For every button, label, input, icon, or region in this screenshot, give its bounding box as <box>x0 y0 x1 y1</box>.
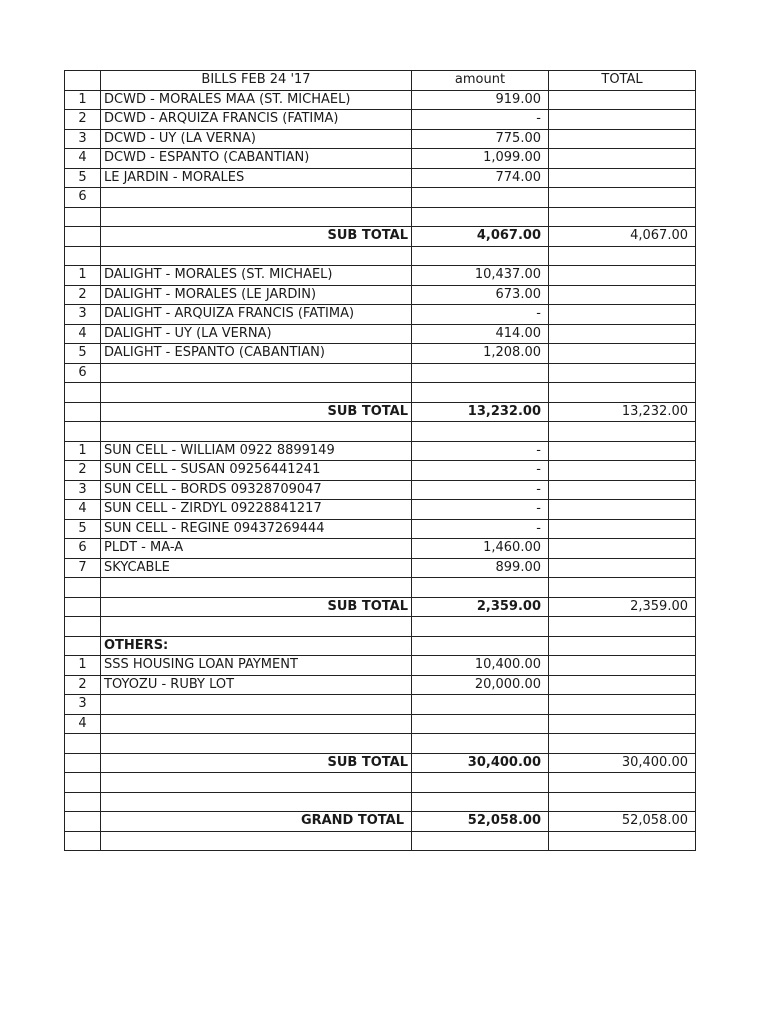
header-num-cell[interactable] <box>65 71 101 91</box>
description-cell[interactable]: DALIGHT - ESPANTO (CABANTIAN) <box>101 344 412 364</box>
description-cell[interactable] <box>101 831 412 851</box>
row-number-cell[interactable]: 1 <box>65 266 101 286</box>
amount-cell[interactable] <box>412 422 549 442</box>
total-cell[interactable] <box>549 266 696 286</box>
row-number-cell[interactable]: 5 <box>65 168 101 188</box>
amount-cell[interactable]: 899.00 <box>412 558 549 578</box>
row-number-cell[interactable] <box>65 597 101 617</box>
amount-cell[interactable] <box>412 773 549 793</box>
subtotal-total[interactable]: 30,400.00 <box>549 753 696 773</box>
table-row <box>65 129 696 149</box>
subtotal-row <box>65 227 696 247</box>
header-row <box>65 71 696 91</box>
description-cell[interactable]: DCWD - UY (LA VERNA) <box>101 129 412 149</box>
amount-cell[interactable]: 20,000.00 <box>412 675 549 695</box>
description-cell[interactable] <box>101 617 412 637</box>
description-cell[interactable] <box>101 383 412 403</box>
total-cell[interactable] <box>549 558 696 578</box>
sheet-title[interactable]: BILLS FEB 24 '17 <box>101 71 412 91</box>
amount-cell[interactable]: - <box>412 305 549 325</box>
table-row <box>65 539 696 559</box>
amount-cell[interactable] <box>412 695 549 715</box>
total-cell[interactable] <box>549 285 696 305</box>
amount-cell[interactable]: - <box>412 441 549 461</box>
subtotal-total[interactable]: 2,359.00 <box>549 597 696 617</box>
description-cell[interactable]: TOYOZU - RUBY LOT <box>101 675 412 695</box>
subtotal-amount[interactable]: 2,359.00 <box>412 597 549 617</box>
total-cell[interactable] <box>549 714 696 734</box>
blank-row <box>65 422 696 442</box>
row-number-cell[interactable]: 2 <box>65 285 101 305</box>
row-number-cell[interactable]: 1 <box>65 441 101 461</box>
row-number-cell[interactable] <box>65 578 101 598</box>
description-cell[interactable]: DCWD - ARQUIZA FRANCIS (FATIMA) <box>101 110 412 130</box>
grand-total-amount[interactable]: 52,058.00 <box>412 812 549 832</box>
total-cell[interactable] <box>549 734 696 754</box>
table-row <box>65 656 696 676</box>
row-number-cell[interactable] <box>65 734 101 754</box>
amount-cell[interactable]: 919.00 <box>412 90 549 110</box>
total-cell[interactable] <box>549 539 696 559</box>
amount-cell[interactable]: - <box>412 480 549 500</box>
table-row <box>65 480 696 500</box>
row-number-cell[interactable] <box>65 753 101 773</box>
description-cell[interactable]: SUN CELL - WILLIAM 0922 8899149 <box>101 441 412 461</box>
amount-cell[interactable] <box>412 383 549 403</box>
total-cell[interactable] <box>549 110 696 130</box>
subtotal-row <box>65 597 696 617</box>
table-row <box>65 305 696 325</box>
row-number-cell[interactable] <box>65 792 101 812</box>
row-number-cell[interactable] <box>65 246 101 266</box>
amount-cell[interactable]: - <box>412 519 549 539</box>
amount-cell[interactable] <box>412 578 549 598</box>
row-number-cell[interactable]: 2 <box>65 675 101 695</box>
table-row <box>65 188 696 208</box>
amount-cell[interactable] <box>412 636 549 656</box>
total-cell[interactable] <box>549 480 696 500</box>
total-cell[interactable] <box>549 578 696 598</box>
subtotal-row <box>65 753 696 773</box>
row-number-cell[interactable]: 3 <box>65 129 101 149</box>
amount-cell[interactable] <box>412 792 549 812</box>
total-cell[interactable] <box>549 188 696 208</box>
total-cell[interactable] <box>549 461 696 481</box>
subtotal-label[interactable]: SUB TOTAL <box>101 402 412 422</box>
table-row <box>65 500 696 520</box>
amount-cell[interactable]: 1,208.00 <box>412 344 549 364</box>
table-row <box>65 461 696 481</box>
amount-cell[interactable] <box>412 207 549 227</box>
row-number-cell[interactable] <box>65 636 101 656</box>
description-cell[interactable] <box>101 363 412 383</box>
amount-cell[interactable]: 10,400.00 <box>412 656 549 676</box>
total-cell[interactable] <box>549 246 696 266</box>
total-cell[interactable] <box>549 656 696 676</box>
description-cell[interactable]: SUN CELL - SUSAN 09256441241 <box>101 461 412 481</box>
description-cell[interactable] <box>101 578 412 598</box>
row-number-cell[interactable]: 1 <box>65 656 101 676</box>
amount-column-header[interactable]: amount <box>412 71 549 91</box>
total-cell[interactable] <box>549 168 696 188</box>
total-cell[interactable] <box>549 207 696 227</box>
row-number-cell[interactable]: 2 <box>65 461 101 481</box>
amount-cell[interactable] <box>412 831 549 851</box>
table-row <box>65 168 696 188</box>
total-cell[interactable] <box>549 383 696 403</box>
table-row <box>65 441 696 461</box>
description-cell[interactable]: DALIGHT - MORALES (ST. MICHAEL) <box>101 266 412 286</box>
description-cell[interactable]: DCWD - MORALES MAA (ST. MICHAEL) <box>101 90 412 110</box>
row-number-cell[interactable]: 6 <box>65 188 101 208</box>
amount-cell[interactable]: - <box>412 461 549 481</box>
row-number-cell[interactable] <box>65 227 101 247</box>
description-cell[interactable]: DALIGHT - MORALES (LE JARDIN) <box>101 285 412 305</box>
description-cell[interactable]: SKYCABLE <box>101 558 412 578</box>
amount-cell[interactable]: 775.00 <box>412 129 549 149</box>
row-number-cell[interactable] <box>65 402 101 422</box>
total-cell[interactable] <box>549 792 696 812</box>
blank-row <box>65 246 696 266</box>
subtotal-amount[interactable]: 4,067.00 <box>412 227 549 247</box>
description-cell[interactable] <box>101 207 412 227</box>
amount-cell[interactable]: - <box>412 500 549 520</box>
total-cell[interactable] <box>549 90 696 110</box>
subtotal-amount[interactable]: 30,400.00 <box>412 753 549 773</box>
amount-cell[interactable] <box>412 734 549 754</box>
blank-row <box>65 773 696 793</box>
table-row <box>65 324 696 344</box>
subtotal-label[interactable]: SUB TOTAL <box>101 597 412 617</box>
table-row <box>65 714 696 734</box>
row-number-cell[interactable]: 5 <box>65 519 101 539</box>
blank-row <box>65 617 696 637</box>
total-column-header[interactable]: TOTAL <box>549 71 696 91</box>
row-number-cell[interactable]: 7 <box>65 558 101 578</box>
row-number-cell[interactable]: 3 <box>65 695 101 715</box>
subtotal-total[interactable]: 4,067.00 <box>549 227 696 247</box>
description-cell[interactable]: DALIGHT - ARQUIZA FRANCIS (FATIMA) <box>101 305 412 325</box>
row-number-cell[interactable]: 3 <box>65 305 101 325</box>
table-row <box>65 90 696 110</box>
grand-total-row <box>65 812 696 832</box>
table-row <box>65 695 696 715</box>
row-number-cell[interactable] <box>65 812 101 832</box>
row-number-cell[interactable]: 6 <box>65 363 101 383</box>
description-cell[interactable]: DCWD - ESPANTO (CABANTIAN) <box>101 149 412 169</box>
total-cell[interactable] <box>549 519 696 539</box>
total-cell[interactable] <box>549 695 696 715</box>
table-row <box>65 675 696 695</box>
description-cell[interactable] <box>101 246 412 266</box>
blank-row <box>65 734 696 754</box>
section-heading[interactable]: OTHERS: <box>101 636 412 656</box>
description-cell[interactable]: SUN CELL - BORDS 09328709047 <box>101 480 412 500</box>
total-cell[interactable] <box>549 305 696 325</box>
row-number-cell[interactable] <box>65 383 101 403</box>
total-cell[interactable] <box>549 344 696 364</box>
description-cell[interactable]: PLDT - MA-A <box>101 539 412 559</box>
row-number-cell[interactable]: 4 <box>65 500 101 520</box>
table-row <box>65 149 696 169</box>
table-row <box>65 519 696 539</box>
description-cell[interactable] <box>101 734 412 754</box>
row-number-cell[interactable]: 1 <box>65 90 101 110</box>
amount-cell[interactable] <box>412 363 549 383</box>
description-cell[interactable]: DALIGHT - UY (LA VERNA) <box>101 324 412 344</box>
row-number-cell[interactable]: 2 <box>65 110 101 130</box>
row-number-cell[interactable]: 4 <box>65 324 101 344</box>
row-number-cell[interactable] <box>65 207 101 227</box>
description-cell[interactable] <box>101 714 412 734</box>
table-row <box>65 266 696 286</box>
table-row <box>65 558 696 578</box>
total-cell[interactable] <box>549 636 696 656</box>
subtotal-label[interactable]: SUB TOTAL <box>101 753 412 773</box>
description-cell[interactable] <box>101 773 412 793</box>
description-cell[interactable]: LE JARDIN - MORALES <box>101 168 412 188</box>
total-cell[interactable] <box>549 422 696 442</box>
amount-cell[interactable]: 673.00 <box>412 285 549 305</box>
row-number-cell[interactable]: 4 <box>65 714 101 734</box>
amount-cell[interactable]: - <box>412 110 549 130</box>
description-cell[interactable] <box>101 188 412 208</box>
description-cell[interactable]: SUN CELL - ZIRDYL 09228841217 <box>101 500 412 520</box>
subtotal-row <box>65 402 696 422</box>
total-cell[interactable] <box>549 149 696 169</box>
description-cell[interactable]: SSS HOUSING LOAN PAYMENT <box>101 656 412 676</box>
blank-row <box>65 383 696 403</box>
amount-cell[interactable]: 10,437.00 <box>412 266 549 286</box>
total-cell[interactable] <box>549 617 696 637</box>
amount-cell[interactable]: 774.00 <box>412 168 549 188</box>
amount-cell[interactable] <box>412 246 549 266</box>
amount-cell[interactable] <box>412 714 549 734</box>
table-row <box>65 110 696 130</box>
bills-spreadsheet <box>64 70 696 851</box>
grand-total-total[interactable]: 52,058.00 <box>549 812 696 832</box>
section-heading-row <box>65 636 696 656</box>
subtotal-label[interactable]: SUB TOTAL <box>101 227 412 247</box>
description-cell[interactable] <box>101 695 412 715</box>
row-number-cell[interactable] <box>65 617 101 637</box>
total-cell[interactable] <box>549 675 696 695</box>
blank-row <box>65 831 696 851</box>
subtotal-total[interactable]: 13,232.00 <box>549 402 696 422</box>
table-row <box>65 285 696 305</box>
total-cell[interactable] <box>549 500 696 520</box>
row-number-cell[interactable]: 5 <box>65 344 101 364</box>
table-row <box>65 344 696 364</box>
blank-row <box>65 578 696 598</box>
total-cell[interactable] <box>549 831 696 851</box>
row-number-cell[interactable]: 6 <box>65 539 101 559</box>
amount-cell[interactable]: 1,099.00 <box>412 149 549 169</box>
table-row <box>65 363 696 383</box>
total-cell[interactable] <box>549 441 696 461</box>
description-cell[interactable]: SUN CELL - REGINE 09437269444 <box>101 519 412 539</box>
row-number-cell[interactable] <box>65 831 101 851</box>
total-cell[interactable] <box>549 324 696 344</box>
total-cell[interactable] <box>549 363 696 383</box>
row-number-cell[interactable] <box>65 773 101 793</box>
subtotal-amount[interactable]: 13,232.00 <box>412 402 549 422</box>
total-cell[interactable] <box>549 773 696 793</box>
amount-cell[interactable]: 1,460.00 <box>412 539 549 559</box>
amount-cell[interactable] <box>412 617 549 637</box>
amount-cell[interactable]: 414.00 <box>412 324 549 344</box>
row-number-cell[interactable]: 3 <box>65 480 101 500</box>
description-cell[interactable] <box>101 792 412 812</box>
blank-row <box>65 792 696 812</box>
row-number-cell[interactable] <box>65 422 101 442</box>
amount-cell[interactable] <box>412 188 549 208</box>
grand-total-label[interactable]: GRAND TOTAL <box>101 812 412 832</box>
blank-row <box>65 207 696 227</box>
total-cell[interactable] <box>549 129 696 149</box>
description-cell[interactable] <box>101 422 412 442</box>
row-number-cell[interactable]: 4 <box>65 149 101 169</box>
